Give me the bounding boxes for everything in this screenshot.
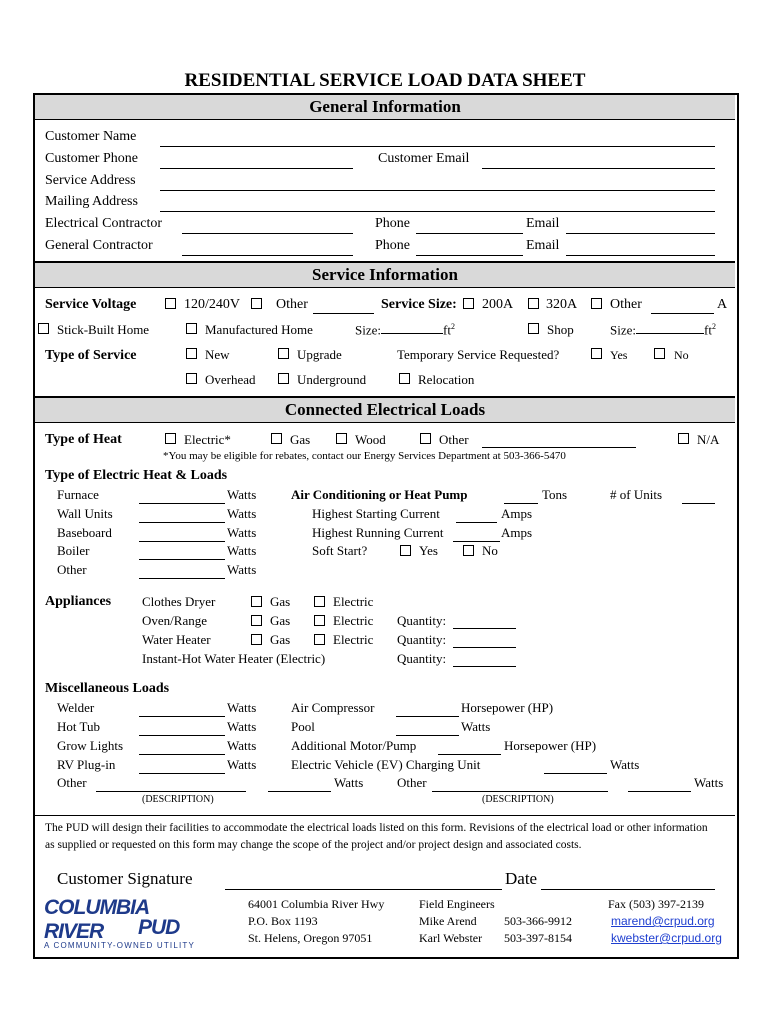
welder-watts-unit: Watts <box>227 700 257 715</box>
grow-lights-watts-unit: Watts <box>227 738 257 753</box>
ac-tons-unit: Tons <box>542 487 568 502</box>
oven-electric-checkbox[interactable] <box>314 615 325 626</box>
service-underground-checkbox[interactable] <box>278 373 289 384</box>
voltage-other-checkbox[interactable] <box>251 298 262 309</box>
baseboard-label: Baseboard <box>57 525 112 540</box>
water-heater-electric-checkbox[interactable] <box>314 634 325 645</box>
ev-charging-label: Electric Vehicle (EV) Charging Unit <box>291 757 481 772</box>
temporary-service-label: Temporary Service Requested? <box>397 347 560 362</box>
heat-na-label: N/A <box>697 432 720 447</box>
welder-watts-field[interactable] <box>139 716 225 717</box>
oven-range-label: Oven/Range <box>142 613 207 628</box>
temporary-yes-checkbox[interactable] <box>591 348 602 359</box>
customer-name-field[interactable] <box>160 146 715 147</box>
size-other-label: Other <box>610 297 642 312</box>
heat-item-other-label: Other <box>57 562 87 577</box>
size-other-field[interactable] <box>651 313 714 314</box>
boiler-watts-unit: Watts <box>227 543 257 558</box>
customer-email-field[interactable] <box>482 168 715 169</box>
general-contractor-phone-field[interactable] <box>416 255 523 256</box>
water-heater-quantity-label: Quantity: <box>397 632 447 647</box>
service-address-field[interactable] <box>160 190 715 191</box>
instant-hot-quantity-field[interactable] <box>453 666 516 667</box>
shop-size-text: Size: <box>610 322 636 338</box>
furnace-watts-unit: Watts <box>227 487 257 502</box>
size-other-checkbox[interactable] <box>591 298 602 309</box>
voltage-other-label: Other <box>276 297 308 312</box>
size-other-unit: A <box>717 297 728 312</box>
shop-size-unit: ft <box>704 322 712 338</box>
oven-gas-checkbox[interactable] <box>251 615 262 626</box>
manufactured-checkbox[interactable] <box>186 323 197 334</box>
rv-plug-in-watts-field[interactable] <box>139 773 225 774</box>
service-overhead-checkbox[interactable] <box>186 373 197 384</box>
soft-start-label: Soft Start? <box>312 543 368 558</box>
electrical-contractor-field[interactable] <box>182 233 353 234</box>
additional-motor-hp-field[interactable] <box>438 754 501 755</box>
customer-signature-label: Customer Signature <box>57 869 193 888</box>
engineer1-phone: 503-366-9912 <box>504 914 572 928</box>
welder-label: Welder <box>57 700 95 715</box>
general-contractor-field[interactable] <box>182 255 353 256</box>
hot-tub-label: Hot Tub <box>57 719 100 734</box>
engineer1-name: Mike Arend <box>419 914 477 928</box>
furnace-label: Furnace <box>57 487 99 502</box>
field-engineers-label: Field Engineers <box>419 897 495 911</box>
dryer-gas-checkbox[interactable] <box>251 596 262 607</box>
misc-other-watts-field[interactable] <box>268 791 331 792</box>
ac-units-field[interactable] <box>682 503 715 504</box>
heat-wood-label: Wood <box>355 432 386 447</box>
footer-divider <box>35 815 735 816</box>
soft-start-no-label: No <box>482 543 498 558</box>
clothes-dryer-label: Clothes Dryer <box>142 594 216 609</box>
engineer2-email-link[interactable]: kwebster@crpud.org <box>611 931 722 945</box>
electrical-contractor-phone-field[interactable] <box>416 233 523 234</box>
water-heater-electric-label: Electric <box>333 632 374 647</box>
home-size-unit: ft <box>443 322 451 338</box>
section-service-information: Service Information <box>35 261 735 288</box>
pool-watts-unit: Watts <box>461 719 491 734</box>
general-contractor-label: General Contractor <box>45 238 153 253</box>
service-upgrade-label: Upgrade <box>297 347 342 362</box>
heat-other-checkbox[interactable] <box>420 433 431 444</box>
instant-hot-quantity-label: Quantity: <box>397 651 447 666</box>
dryer-electric-label: Electric <box>333 594 374 609</box>
size-200a-checkbox[interactable] <box>463 298 474 309</box>
description-caption-right: (DESCRIPTION) <box>482 794 554 805</box>
furnace-watts-field[interactable] <box>139 503 225 504</box>
size-320a-checkbox[interactable] <box>528 298 539 309</box>
address-line2: P.O. Box 1193 <box>248 914 318 928</box>
shop-size-field[interactable] <box>636 322 704 334</box>
service-size-label: Service Size: <box>381 297 457 312</box>
wall-units-label: Wall Units <box>57 506 113 521</box>
oven-electric-label: Electric <box>333 613 374 628</box>
rv-plug-in-watts-unit: Watts <box>227 757 257 772</box>
general-contractor-email-field[interactable] <box>566 255 715 256</box>
air-compressor-hp-field[interactable] <box>396 716 459 717</box>
starting-current-unit: Amps <box>501 506 533 521</box>
heat-gas-label: Gas <box>290 432 311 447</box>
water-heater-gas-checkbox[interactable] <box>251 634 262 645</box>
manufactured-label: Manufactured Home <box>205 322 313 337</box>
dryer-gas-label: Gas <box>270 594 291 609</box>
home-size-field[interactable] <box>381 322 443 334</box>
heat-gas-checkbox[interactable] <box>271 433 282 444</box>
water-heater-gas-label: Gas <box>270 632 291 647</box>
appliances-label: Appliances <box>45 594 112 609</box>
customer-phone-field[interactable] <box>160 168 353 169</box>
heat-electric-checkbox[interactable] <box>165 433 176 444</box>
oven-quantity-label: Quantity: <box>397 613 447 628</box>
size-200a-label: 200A <box>482 297 514 312</box>
service-overhead-label: Overhead <box>205 372 256 387</box>
misc-loads-label: Miscellaneous Loads <box>45 681 170 696</box>
temporary-yes-label: Yes <box>610 348 628 362</box>
mailing-address-label: Mailing Address <box>45 194 138 209</box>
customer-name-label: Customer Name <box>45 129 137 144</box>
water-heater-quantity-field[interactable] <box>453 647 516 648</box>
running-current-field[interactable] <box>453 541 500 542</box>
soft-start-no-checkbox[interactable] <box>463 545 474 556</box>
service-new-checkbox[interactable] <box>186 348 197 359</box>
design-note: The PUD will design their facilities to accommodate the electrical loads listed on this form. Revisions of the electrical load or other information as supplied or requested on this form may change the scope of the project and/or project design and associated costs. <box>45 822 708 851</box>
boiler-label: Boiler <box>57 543 90 558</box>
temporary-no-checkbox[interactable] <box>654 348 665 359</box>
service-address-label: Service Address <box>45 173 136 188</box>
running-current-unit: Amps <box>501 525 533 540</box>
home-size-unit-sup: 2 <box>450 322 455 331</box>
additional-motor-label: Additional Motor/Pump <box>291 738 417 753</box>
voltage-other-field[interactable] <box>313 313 374 314</box>
mailing-address-field[interactable] <box>160 211 715 212</box>
running-current-label: Highest Running Current <box>312 525 444 540</box>
date-label: Date <box>505 869 538 888</box>
instant-hot-label: Instant-Hot Water Heater (Electric) <box>142 651 326 666</box>
hot-tub-watts-field[interactable] <box>139 735 225 736</box>
engineer2-name: Karl Webster <box>419 931 483 945</box>
soft-start-yes-checkbox[interactable] <box>400 545 411 556</box>
air-compressor-label: Air Compressor <box>291 700 375 715</box>
misc-other2-label: Other <box>397 775 427 790</box>
pool-label: Pool <box>291 719 315 734</box>
size-320a-label: 320A <box>546 297 578 312</box>
shop-size-label <box>610 322 716 338</box>
heat-item-other-watts-unit: Watts <box>227 562 257 577</box>
type-of-heat-label: Type of Heat <box>45 432 122 447</box>
heat-other-label: Other <box>439 432 469 447</box>
boiler-watts-field[interactable] <box>139 559 225 560</box>
misc-other-label: Other <box>57 775 87 790</box>
electrical-contractor-phone-label: Phone <box>375 216 410 231</box>
misc-other2-watts-field[interactable] <box>628 791 691 792</box>
shop-label: Shop <box>547 322 574 337</box>
baseboard-watts-field[interactable] <box>139 541 225 542</box>
page-title: RESIDENTIAL SERVICE LOAD DATA SHEET <box>184 70 586 91</box>
service-voltage-label: Service Voltage <box>45 297 137 312</box>
hot-tub-watts-unit: Watts <box>227 719 257 734</box>
logo-line1: COLUMBIA RIVER <box>44 896 149 943</box>
heat-electric-label: Electric* <box>184 432 231 447</box>
ev-charging-watts-field[interactable] <box>544 773 607 774</box>
fax-number: Fax (503) 397-2139 <box>608 897 704 911</box>
electrical-contractor-email-field[interactable] <box>566 233 715 234</box>
pool-watts-field[interactable] <box>396 735 459 736</box>
ac-heat-pump-label: Air Conditioning or Heat Pump <box>291 487 468 502</box>
misc-other-description-field[interactable] <box>96 791 246 792</box>
service-underground-label: Underground <box>297 372 367 387</box>
heat-item-other-watts-field[interactable] <box>139 578 225 579</box>
address-line1: 64001 Columbia River Hwy <box>248 897 385 911</box>
engineer2-phone: 503-397-8154 <box>504 931 572 945</box>
rebate-note: *You may be eligible for rebates, contact our Energy Services Department at 503-366-5470 <box>163 450 566 462</box>
oven-quantity-field[interactable] <box>453 628 516 629</box>
shop-checkbox[interactable] <box>528 323 539 334</box>
starting-current-label: Highest Starting Current <box>312 506 440 521</box>
customer-email-label: Customer Email <box>378 151 470 166</box>
rv-plug-in-label: RV Plug-in <box>57 757 116 772</box>
ac-tons-field[interactable] <box>504 503 538 504</box>
voltage-120-240-label: 120/240V <box>184 297 240 312</box>
home-size-label <box>355 322 455 338</box>
grow-lights-watts-field[interactable] <box>139 754 225 755</box>
heat-na-checkbox[interactable] <box>678 433 689 444</box>
date-field[interactable] <box>541 889 715 890</box>
heat-other-field[interactable] <box>482 447 636 448</box>
service-relocation-checkbox[interactable] <box>399 373 410 384</box>
voltage-120-240-checkbox[interactable] <box>165 298 176 309</box>
address-line3: St. Helens, Oregon 97051 <box>248 931 373 945</box>
description-caption-left: (DESCRIPTION) <box>142 794 214 805</box>
electric-heat-loads-label: Type of Electric Heat & Loads <box>45 468 228 483</box>
air-compressor-hp-unit: Horsepower (HP) <box>461 700 554 715</box>
service-relocation-label: Relocation <box>418 372 475 387</box>
columbia-river-pud-logo <box>42 896 202 952</box>
customer-phone-label: Customer Phone <box>45 151 138 166</box>
service-new-label: New <box>205 347 230 362</box>
stick-built-checkbox[interactable] <box>38 323 49 334</box>
ev-charging-watts-unit: Watts <box>610 757 640 772</box>
stick-built-label: Stick-Built Home <box>57 322 150 337</box>
home-size-text: Size: <box>355 322 381 338</box>
heat-wood-checkbox[interactable] <box>336 433 347 444</box>
logo-line2: PUD <box>138 916 180 939</box>
misc-other-watts-unit: Watts <box>334 775 364 790</box>
misc-other2-description-field[interactable] <box>432 791 608 792</box>
customer-signature-field[interactable] <box>225 889 502 890</box>
type-of-service-label: Type of Service <box>45 348 137 363</box>
wall-units-watts-unit: Watts <box>227 506 257 521</box>
electrical-contractor-label: Electrical Contractor <box>45 216 162 231</box>
oven-gas-label: Gas <box>270 613 291 628</box>
additional-motor-hp-unit: Horsepower (HP) <box>504 738 597 753</box>
shop-size-unit-sup: 2 <box>711 322 716 331</box>
water-heater-label: Water Heater <box>142 632 211 647</box>
temporary-no-label: No <box>674 348 689 362</box>
wall-units-watts-field[interactable] <box>139 522 225 523</box>
ac-units-label: # of Units <box>610 487 662 502</box>
general-contractor-phone-label: Phone <box>375 238 410 253</box>
grow-lights-label: Grow Lights <box>57 738 124 753</box>
misc-other2-watts-unit: Watts <box>694 775 724 790</box>
service-upgrade-checkbox[interactable] <box>278 348 289 359</box>
starting-current-field[interactable] <box>456 522 497 523</box>
soft-start-yes-label: Yes <box>419 543 438 558</box>
general-contractor-email-label: Email <box>526 238 560 253</box>
section-connected-electrical-loads: Connected Electrical Loads <box>35 396 735 423</box>
section-general-information: General Information <box>35 93 735 120</box>
electrical-contractor-email-label: Email <box>526 216 560 231</box>
logo-tagline: A COMMUNITY-OWNED UTILITY <box>44 941 196 950</box>
engineer1-email-link[interactable]: marend@crpud.org <box>611 914 715 928</box>
dryer-electric-checkbox[interactable] <box>314 596 325 607</box>
baseboard-watts-unit: Watts <box>227 525 257 540</box>
